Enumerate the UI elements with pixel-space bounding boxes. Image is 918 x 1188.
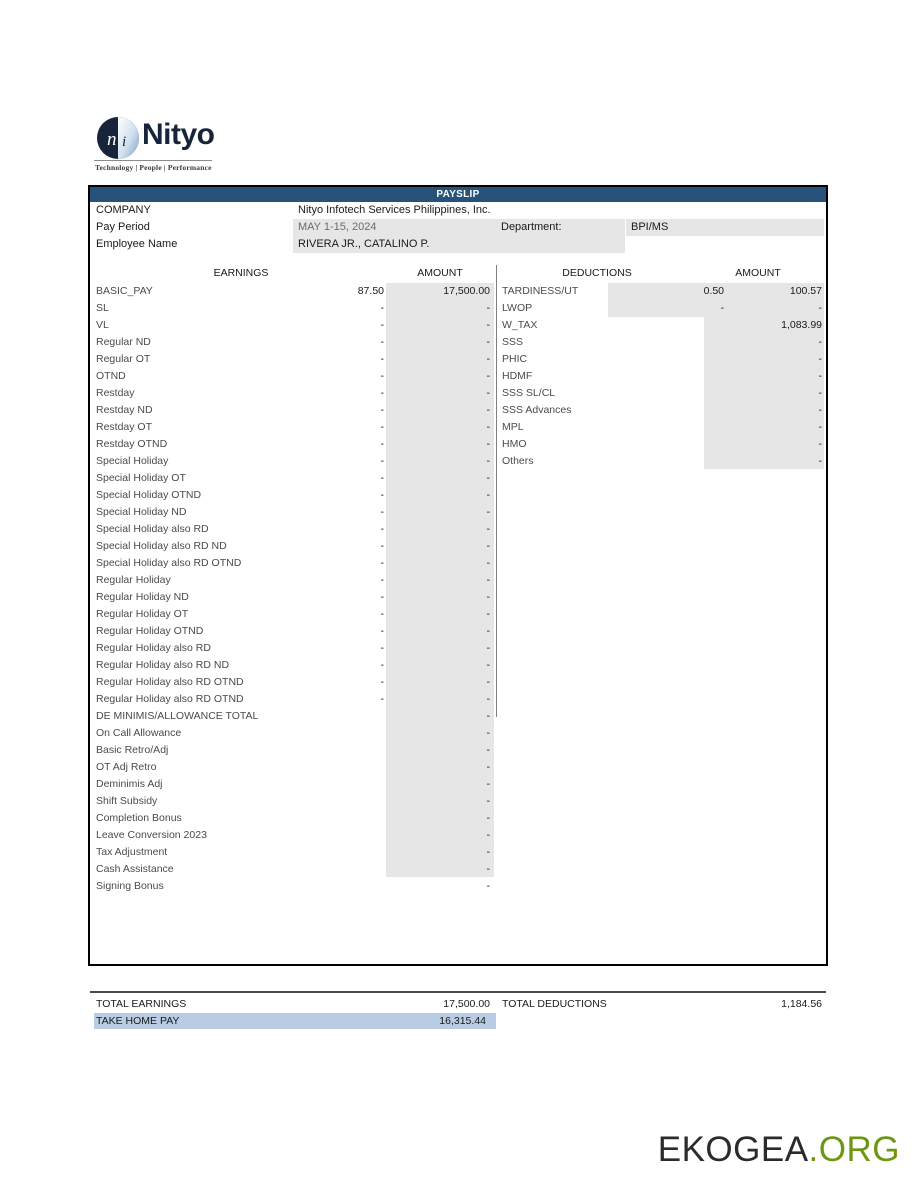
deduction-amount: -: [818, 370, 822, 382]
earning-amount: 17,500.00: [443, 285, 490, 297]
department-value: BPI/MS: [626, 219, 824, 236]
earning-label: Regular Holiday: [96, 574, 171, 586]
earning-amount: -: [486, 880, 490, 892]
deduction-amount: -: [818, 438, 822, 450]
info-spacer: [90, 253, 826, 265]
earning-row: [96, 776, 496, 793]
earning-units: -: [380, 404, 384, 416]
earning-units: -: [380, 591, 384, 603]
svg-text:i: i: [122, 134, 127, 150]
earning-label: OT Adj Retro: [96, 761, 157, 773]
deduction-label: HDMF: [502, 370, 533, 382]
deduction-row: [502, 317, 824, 334]
logo-divider-rule: [94, 160, 212, 161]
earning-label: Regular ND: [96, 336, 151, 348]
earning-units: -: [380, 693, 384, 705]
total-deductions-label: TOTAL DEDUCTIONS: [502, 998, 607, 1010]
deduction-amount: -: [818, 302, 822, 314]
earning-label: Regular Holiday OTND: [96, 625, 204, 637]
earning-units: -: [380, 676, 384, 688]
earning-row: [96, 470, 496, 487]
earning-amount: -: [486, 727, 490, 739]
employee-name-row: [90, 236, 826, 253]
earning-amount: -: [486, 693, 490, 705]
earning-row: [96, 368, 496, 385]
earning-label: Special Holiday: [96, 455, 169, 467]
company-value: Nityo Infotech Services Philippines, Inc.: [298, 204, 491, 216]
watermark-primary: EKOGEA: [657, 1130, 809, 1169]
earning-label: Special Holiday also RD: [96, 523, 209, 535]
earnings-header: EARNINGS: [213, 267, 269, 279]
earning-row: [96, 283, 496, 300]
totals-separator: [90, 991, 826, 993]
total-earnings-amount: 17,500.00: [443, 998, 490, 1010]
earning-amount: -: [486, 812, 490, 824]
earning-label: SL: [96, 302, 109, 314]
earning-label: Restday: [96, 387, 135, 399]
earning-amount: -: [486, 608, 490, 620]
earning-label: Special Holiday ND: [96, 506, 187, 518]
earning-units: -: [380, 574, 384, 586]
earning-row: [96, 742, 496, 759]
earning-label: Regular Holiday also RD OTND: [96, 693, 244, 705]
earning-units: -: [380, 421, 384, 433]
earning-amount: -: [486, 353, 490, 365]
earning-row: [96, 351, 496, 368]
payslip-table: [90, 265, 826, 1027]
earning-label: Special Holiday OT: [96, 472, 186, 484]
earning-row: [96, 555, 496, 572]
earning-row: [96, 436, 496, 453]
pay-period-label: Pay Period: [96, 221, 150, 233]
earning-row: [96, 844, 496, 861]
take-home-pay-label: TAKE HOME PAY: [96, 1015, 180, 1027]
earning-amount: -: [486, 795, 490, 807]
earning-row: [96, 487, 496, 504]
earning-row: [96, 810, 496, 827]
deduction-amount: 100.57: [789, 285, 822, 297]
earning-amount: -: [486, 710, 490, 722]
total-earnings-row: [96, 996, 496, 1012]
earning-row: [96, 402, 496, 419]
deduction-label: MPL: [502, 421, 524, 433]
earning-row: [96, 691, 496, 708]
column-divider: [496, 265, 497, 717]
company-row: [90, 202, 826, 219]
earning-row: [96, 317, 496, 334]
earning-units: -: [380, 625, 384, 637]
earning-amount: -: [486, 625, 490, 637]
earning-amount: -: [486, 863, 490, 875]
earning-label: Signing Bonus: [96, 880, 164, 892]
brand-tagline: Technology | People | Performance: [95, 163, 212, 172]
earning-label: OTND: [96, 370, 126, 382]
earning-label: Shift Subsidy: [96, 795, 158, 807]
earning-units: -: [380, 540, 384, 552]
total-earnings-label: TOTAL EARNINGS: [96, 998, 187, 1010]
deduction-row: [502, 436, 824, 453]
earning-row: [96, 606, 496, 623]
earning-amount: -: [486, 319, 490, 331]
deduction-row: [502, 283, 824, 300]
company-logo: [92, 114, 322, 182]
deduction-amount: -: [818, 353, 822, 365]
earning-row: [96, 521, 496, 538]
earning-label: Regular Holiday ND: [96, 591, 189, 603]
earning-units: -: [380, 489, 384, 501]
deduction-row: [502, 300, 824, 317]
deduction-row: [502, 385, 824, 402]
deduction-row: [502, 453, 824, 470]
earning-units: -: [380, 557, 384, 569]
deduction-label: LWOP: [502, 302, 533, 314]
site-watermark: [658, 1130, 900, 1170]
earning-row: [96, 674, 496, 691]
earning-amount: -: [486, 744, 490, 756]
earning-row: [96, 334, 496, 351]
deduction-label: Others: [502, 455, 534, 467]
earning-row: [96, 640, 496, 657]
earning-amount: -: [486, 676, 490, 688]
earning-row: [96, 453, 496, 470]
earning-row: [96, 623, 496, 640]
svg-text:n: n: [107, 129, 117, 150]
earning-units: 87.50: [357, 285, 384, 297]
earning-amount: -: [486, 438, 490, 450]
earning-row: [96, 589, 496, 606]
earning-label: Restday ND: [96, 404, 153, 416]
deduction-label: SSS SL/CL: [502, 387, 556, 399]
deduction-amount: 1,083.99: [781, 319, 822, 331]
earning-row: [96, 385, 496, 402]
deduction-row: [502, 402, 824, 419]
earning-amount: -: [486, 557, 490, 569]
pay-period-value: MAY 1-15, 2024: [293, 219, 625, 236]
deduction-amount: -: [818, 387, 822, 399]
earning-row: [96, 861, 496, 878]
earning-amount: -: [486, 421, 490, 433]
earning-label: Regular Holiday also RD OTND: [96, 676, 244, 688]
earning-amount: -: [486, 455, 490, 467]
watermark-suffix: .ORG: [808, 1130, 900, 1169]
earning-units: -: [380, 642, 384, 654]
employee-name-value: RIVERA JR., CATALINO P.: [293, 236, 625, 253]
earning-units: -: [380, 319, 384, 331]
earning-units: -: [380, 336, 384, 348]
deductions-header: DEDUCTIONS: [562, 267, 632, 279]
earning-label: Special Holiday OTND: [96, 489, 202, 501]
earning-units: -: [380, 302, 384, 314]
earning-amount: -: [486, 642, 490, 654]
earning-row: [96, 419, 496, 436]
employee-name-label: Employee Name: [96, 238, 178, 250]
earnings-amount-header: AMOUNT: [417, 267, 463, 279]
earning-row: [96, 725, 496, 742]
earning-amount: -: [486, 846, 490, 858]
earning-row: [96, 793, 496, 810]
earning-row: [96, 827, 496, 844]
take-home-pay-row: [94, 1013, 496, 1029]
earning-amount: -: [486, 591, 490, 603]
earning-units: -: [380, 387, 384, 399]
earning-units: -: [380, 472, 384, 484]
nityo-logo-icon: [96, 116, 140, 160]
earning-label: Regular OT: [96, 353, 151, 365]
earning-row: [96, 300, 496, 317]
earning-amount: -: [486, 523, 490, 535]
earning-row: [96, 572, 496, 589]
deduction-amount: -: [818, 404, 822, 416]
earning-units: -: [380, 353, 384, 365]
earning-label: DE MINIMIS/ALLOWANCE TOTAL: [96, 710, 259, 722]
deduction-units: -: [720, 302, 724, 314]
payslip-container: [88, 185, 828, 1027]
earning-units: -: [380, 659, 384, 671]
deduction-label: PHIC: [502, 353, 528, 365]
deduction-row: [502, 351, 824, 368]
deduction-label: TARDINESS/UT: [502, 285, 579, 297]
deduction-label: SSS: [502, 336, 524, 348]
earning-label: Restday OTND: [96, 438, 168, 450]
deduction-row: [502, 334, 824, 351]
earning-label: Regular Holiday also RD ND: [96, 659, 230, 671]
deduction-row: [502, 419, 824, 436]
earning-units: -: [380, 438, 384, 450]
earning-amount: -: [486, 506, 490, 518]
earning-label: Cash Assistance: [96, 863, 174, 875]
earning-row: [96, 708, 496, 725]
deduction-units: 0.50: [703, 285, 724, 297]
company-label: COMPANY: [96, 204, 151, 216]
deductions-amount-header: AMOUNT: [735, 267, 781, 279]
earning-amount: -: [486, 302, 490, 314]
earning-amount: -: [486, 829, 490, 841]
deduction-amount: -: [818, 336, 822, 348]
take-home-pay-amount: 16,315.44: [439, 1015, 486, 1027]
earning-amount: -: [486, 387, 490, 399]
total-deductions-row: [502, 996, 824, 1012]
earning-label: VL: [96, 319, 109, 331]
earning-row: [96, 538, 496, 555]
earning-units: -: [380, 506, 384, 518]
deduction-row: [502, 368, 824, 385]
earning-label: Tax Adjustment: [96, 846, 168, 858]
earning-label: Restday OT: [96, 421, 153, 433]
deduction-label: HMO: [502, 438, 527, 450]
earning-label: BASIC_PAY: [96, 285, 153, 297]
deduction-label: W_TAX: [502, 319, 538, 331]
payslip-title-bar: PAYSLIP: [90, 187, 826, 202]
earning-row: [96, 657, 496, 674]
earning-row: [96, 504, 496, 521]
deduction-label: SSS Advances: [502, 404, 572, 416]
earning-label: Leave Conversion 2023: [96, 829, 207, 841]
earning-label: Special Holiday also RD ND: [96, 540, 227, 552]
deduction-amount: -: [818, 421, 822, 433]
earning-label: On Call Allowance: [96, 727, 182, 739]
earning-units: -: [380, 523, 384, 535]
earning-amount: -: [486, 659, 490, 671]
earning-units: -: [380, 455, 384, 467]
earning-row: [96, 878, 496, 895]
earning-amount: -: [486, 778, 490, 790]
earning-label: Special Holiday also RD OTND: [96, 557, 242, 569]
earning-label: Regular Holiday OT: [96, 608, 189, 620]
brand-wordmark: Nityo: [142, 118, 215, 151]
earning-label: Basic Retro/Adj: [96, 744, 169, 756]
earning-label: Deminimis Adj: [96, 778, 163, 790]
department-label: Department:: [501, 221, 562, 233]
pay-period-row: [90, 219, 826, 236]
earning-amount: -: [486, 404, 490, 416]
earning-amount: -: [486, 336, 490, 348]
earning-label: Regular Holiday also RD: [96, 642, 211, 654]
deduction-amount: -: [818, 455, 822, 467]
earning-amount: -: [486, 472, 490, 484]
earning-amount: -: [486, 540, 490, 552]
earning-amount: -: [486, 761, 490, 773]
earning-amount: -: [486, 370, 490, 382]
earning-amount: -: [486, 489, 490, 501]
earning-units: -: [380, 370, 384, 382]
earning-units: -: [380, 608, 384, 620]
total-deductions-amount: 1,184.56: [781, 998, 822, 1010]
earning-amount: -: [486, 574, 490, 586]
earning-row: [96, 759, 496, 776]
earning-label: Completion Bonus: [96, 812, 182, 824]
